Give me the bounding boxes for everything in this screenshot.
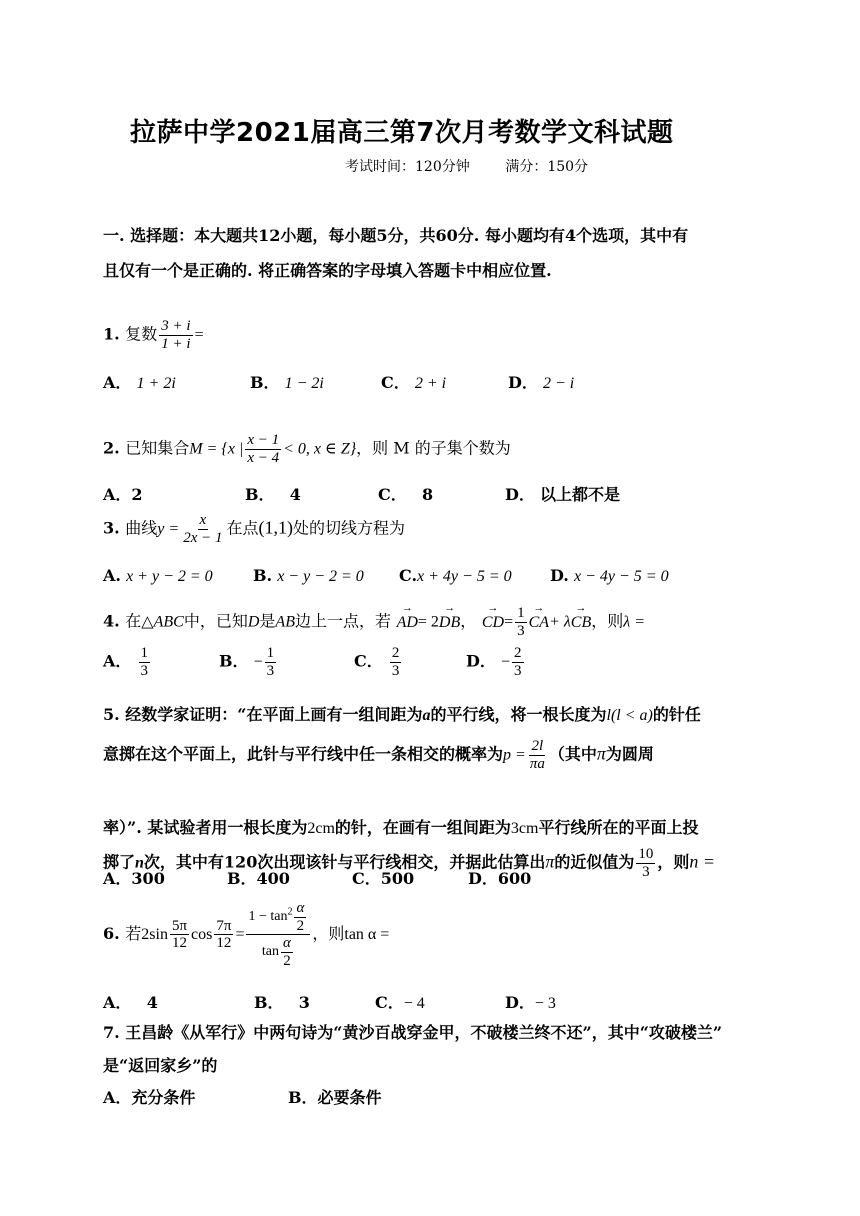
- question-7-line2: 是“返回家乡”的: [103, 1056, 218, 1075]
- question-text: 曲线: [125, 518, 158, 538]
- question-5-line1: [103, 702, 701, 725]
- question-text: ，则 M 的子集个数为: [356, 438, 511, 458]
- separator: ，: [460, 611, 477, 631]
- question-text: 经数学家证明：“在平面上画有一组间距为: [125, 705, 423, 724]
- q4-option-c: C． $\frac{2}{3}$: [354, 645, 400, 679]
- question-text: 的针任: [652, 705, 701, 724]
- q6-option-a: A． 4: [103, 993, 158, 1012]
- fraction-numerator: x − 1: [247, 432, 280, 448]
- q6-option-c: C．− 4: [375, 993, 425, 1012]
- question-text: 为圆周: [605, 744, 654, 764]
- fraction: [636, 846, 655, 880]
- question-text: 中，已知: [183, 611, 248, 631]
- fraction-denominator: 2x − 1: [183, 529, 223, 546]
- length-value: 3cm: [510, 820, 539, 837]
- question-1: [103, 318, 204, 352]
- question-text: 在: [125, 611, 142, 631]
- question-2: [103, 432, 511, 466]
- math-expression: = 2: [417, 613, 439, 631]
- q1-option-c: C． 2 + i: [381, 373, 447, 392]
- section-instructions-line2: 且仅有一个是正确的. 将正确答案的字母填入答题卡中相应位置.: [103, 261, 552, 280]
- q2-option-b: B． 4: [245, 485, 301, 504]
- fraction-numerator: 5π: [171, 917, 188, 934]
- q7-option-a: A．充分条件: [103, 1088, 196, 1107]
- question-3: [103, 512, 405, 546]
- question-number: 3.: [103, 518, 120, 538]
- math-expression: l(l < a): [606, 707, 653, 724]
- math-expression: + λ: [549, 613, 571, 631]
- q4-option-a: A． $\frac{1}{3}$: [103, 645, 149, 679]
- length-value: 2cm: [307, 820, 335, 837]
- math-expression: y =: [157, 520, 180, 538]
- fraction-numerator: 2l: [531, 738, 544, 754]
- vector-cb: → CB: [571, 614, 591, 632]
- question-number: 6.: [103, 924, 120, 943]
- math-expression: cos: [191, 926, 213, 943]
- q6-option-d: D．− 3: [505, 993, 556, 1012]
- exam-title: 拉萨中学2021届高三第7次月考数学文科试题: [130, 118, 674, 148]
- q5-option-a: A．300: [103, 869, 165, 888]
- math-expression: =: [504, 613, 514, 631]
- q2-option-d: D． 以上都不是: [505, 485, 620, 504]
- q1-option-b: B． 1 − 2i: [250, 373, 324, 392]
- q3-option-c: C.x + 4y − 5 = 0: [399, 566, 512, 585]
- q7-option-b: B．必要条件: [288, 1088, 382, 1107]
- fraction: [214, 918, 233, 952]
- q2-option-c: C． 8: [378, 485, 434, 504]
- set-notation: < 0, x ∈ Z}: [283, 440, 357, 458]
- question-5-line2: [103, 738, 654, 772]
- set-notation: M = {x |: [189, 440, 244, 458]
- question-text: 的平行线，将一根长度为: [430, 705, 607, 724]
- pi-symbol: π: [545, 851, 555, 872]
- fraction-denominator: 12: [172, 935, 187, 951]
- vector-cd: → CD: [482, 614, 504, 632]
- fraction-numerator: 7π: [216, 917, 232, 934]
- fraction-denominator: 12: [216, 935, 232, 951]
- q4-option-b: B． − $\frac{1}{3}$: [219, 645, 275, 679]
- segment-label: AB: [275, 613, 295, 631]
- fraction-numerator: 3 + i: [161, 318, 191, 334]
- q6-option-b: B． 3: [254, 993, 310, 1012]
- q4-option-d: D． − $\frac{2}{3}$: [466, 645, 522, 679]
- triangle-label: △ABC: [141, 613, 184, 631]
- fraction-denominator: 3: [517, 622, 525, 639]
- question-text: 意掷在这个平面上，此针与平行线中任一条相交的概率为: [103, 744, 504, 764]
- question-text: 是: [259, 611, 276, 631]
- question-text: =: [194, 326, 204, 344]
- q5-option-b: B．400: [227, 869, 290, 888]
- q5-option-c: C．500: [352, 869, 415, 888]
- question-4: [103, 605, 645, 639]
- fraction: [159, 318, 192, 352]
- math-expression: 2sin: [141, 926, 168, 943]
- fraction: [245, 432, 281, 466]
- question-number: 7.: [103, 1023, 120, 1042]
- q1-option-a: A． 1 + 2i: [103, 373, 176, 392]
- point: (1,1): [258, 517, 293, 538]
- fraction-numerator: x: [199, 512, 207, 528]
- fraction-denominator: πa: [529, 755, 545, 772]
- question-text: 复数: [125, 324, 158, 344]
- question-text: 在点: [226, 518, 259, 538]
- question-text: ，则: [312, 924, 345, 943]
- question-number: 5.: [103, 705, 120, 724]
- fraction: [515, 605, 527, 639]
- variable-a: a: [422, 707, 431, 724]
- math-expression: p =: [503, 746, 526, 764]
- fraction-denominator: tan $\frac{\alpha}{2}$: [261, 935, 291, 969]
- vector-ca: → CA: [529, 614, 549, 632]
- vector-db: → DB: [439, 614, 460, 632]
- question-text: 若: [125, 924, 142, 943]
- q3-option-d: D. x − 4y − 5 = 0: [550, 566, 669, 585]
- question-text: 王昌龄《从军行》中两句诗为“黄沙百战穿金甲，不破楼兰终不还”，其中“攻破楼兰”: [125, 1023, 723, 1042]
- fraction: [528, 738, 547, 772]
- fraction-denominator: 1 + i: [161, 335, 191, 352]
- question-text: ，则: [657, 852, 690, 872]
- q5-option-d: D．600: [468, 869, 532, 888]
- question-text: 处的切线方程为: [293, 518, 406, 538]
- question-text: 的针，在画有一组间距为: [334, 818, 511, 837]
- question-number: 4.: [103, 611, 120, 631]
- q3-option-b: B. x − y − 2 = 0: [253, 566, 364, 585]
- fraction-numerator: 1: [517, 605, 525, 621]
- fraction-numerator: 10: [638, 846, 654, 862]
- question-5-line3: [103, 815, 698, 838]
- question-text: 已知集合: [125, 438, 190, 458]
- question-number: 1.: [103, 324, 120, 344]
- math-expression: n =: [689, 851, 716, 872]
- math-expression: =: [235, 926, 245, 943]
- math-expression: tan α =: [344, 926, 390, 943]
- fraction-denominator: 3: [642, 863, 650, 880]
- question-text: 率）”. 某试验者用一根长度为: [103, 818, 308, 837]
- question-text: ，则: [591, 611, 624, 631]
- big-fraction: [246, 900, 310, 969]
- fraction: [170, 918, 189, 952]
- fraction: [181, 512, 224, 546]
- question-text: 平行线所在的平面上投: [538, 818, 699, 837]
- question-text: 掷了: [103, 852, 136, 872]
- exam-subtitle: 考试时间：120分钟 满分：150分: [345, 159, 589, 175]
- vector-ad: → AD: [397, 614, 418, 632]
- q2-option-a: A．2: [103, 485, 143, 504]
- question-text: 次，其中有120次出现该针与平行线相交，并据此估算出: [143, 852, 546, 872]
- q1-option-d: D． 2 − i: [508, 373, 575, 392]
- fraction-denominator: x − 4: [247, 449, 280, 466]
- question-7-line1: [103, 1020, 722, 1043]
- point-label: D: [247, 613, 260, 631]
- question-6: [103, 900, 389, 969]
- q3-option-a: A. x + y − 2 = 0: [103, 566, 213, 585]
- section-instructions-line1: 一. 选择题：本大题共12小题，每小题5分，共60分. 每小题均有4个选项，其中有: [103, 226, 689, 245]
- question-number: 2.: [103, 438, 120, 458]
- variable-n: n: [135, 854, 144, 872]
- pi-symbol: π: [596, 743, 606, 764]
- question-text: 的近似值为: [554, 852, 635, 872]
- math-expression: λ =: [623, 613, 645, 631]
- question-text: 边上一点，若: [294, 611, 391, 631]
- fraction-numerator: $1 - \tan^2$ $\frac{\alpha}{2}$: [246, 900, 310, 935]
- question-text: （其中: [548, 744, 597, 764]
